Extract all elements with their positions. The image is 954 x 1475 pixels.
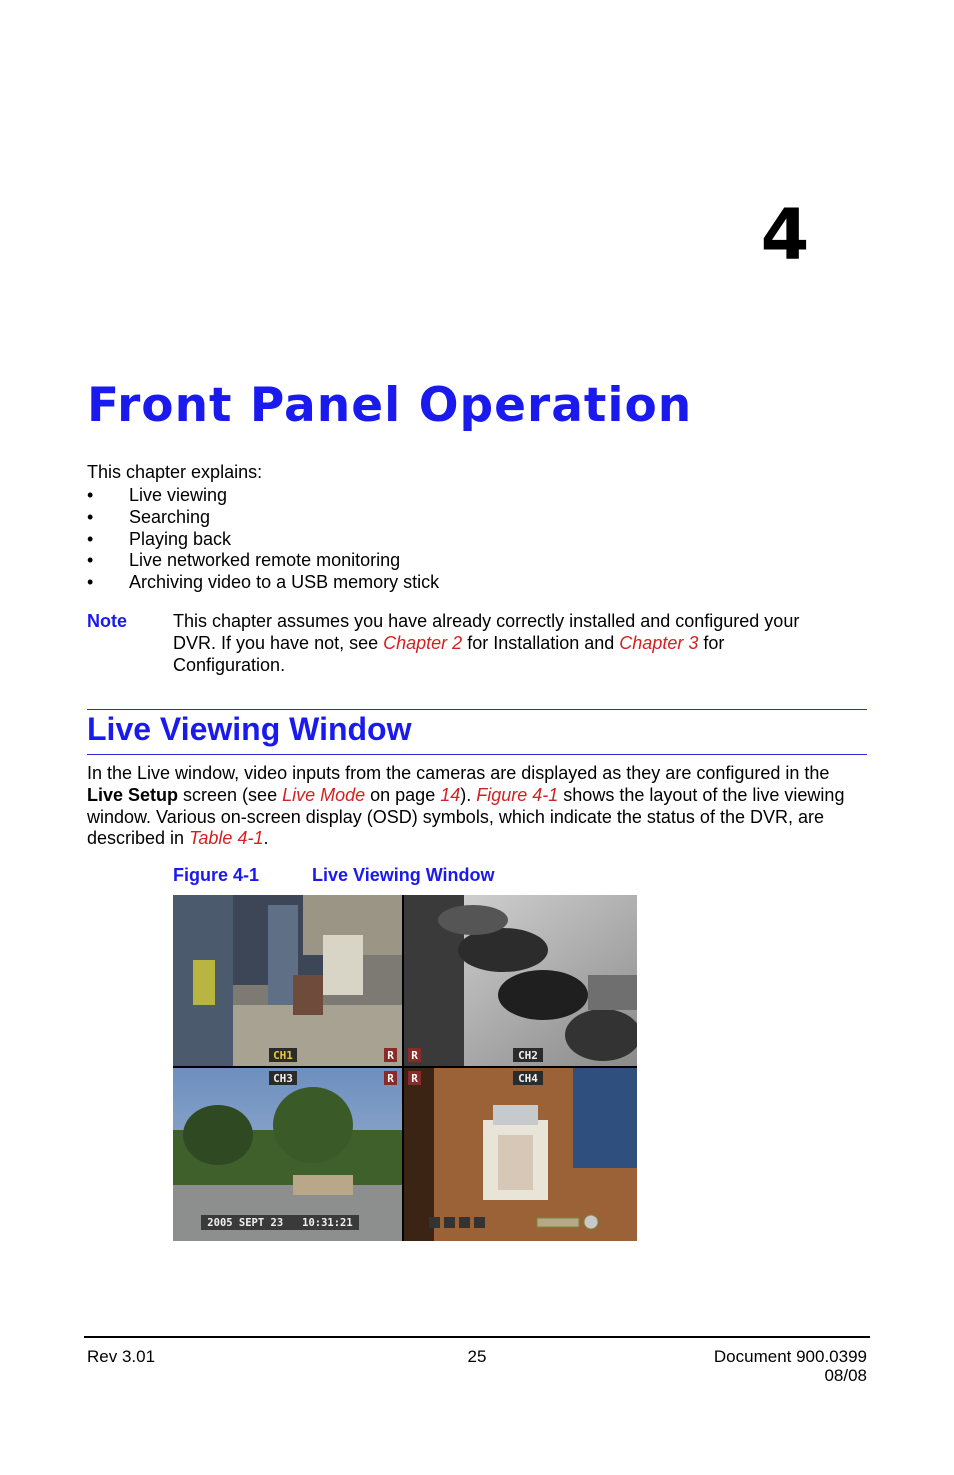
camera-grid — [173, 895, 637, 1241]
list-item-text: Archiving video to a USB memory stick — [129, 572, 440, 593]
live-viewing-screenshot — [173, 895, 637, 1241]
live-mode-link[interactable]: Live Mode — [282, 784, 366, 805]
status-icon — [474, 1217, 485, 1228]
record-marker: R — [411, 1049, 418, 1062]
camera-ch4-view — [404, 1068, 637, 1241]
paragraph-text: screen (see — [178, 784, 283, 805]
list-item-text: Playing back — [129, 528, 232, 549]
bullet: • — [87, 572, 94, 593]
note-text-part: for Configuration. — [173, 632, 725, 675]
ch2-label: CH2 — [518, 1049, 538, 1062]
bullet: • — [87, 550, 94, 571]
ch1-label: CH1 — [273, 1049, 293, 1062]
note-text — [173, 611, 833, 676]
section-rule-bottom — [87, 754, 867, 755]
paragraph-text: ). — [460, 784, 477, 805]
recycle-icon — [584, 1215, 598, 1229]
record-marker: R — [387, 1049, 394, 1062]
document-number: Document 900.0399 — [713, 1347, 867, 1366]
ch3-label: CH3 — [273, 1072, 293, 1085]
document-date: 08/08 — [824, 1366, 867, 1385]
chapter-2-link[interactable]: Chapter 2 — [383, 632, 463, 653]
paragraph-text: shows the layout of the live viewing window. Various on-screen display (OSD) symbols, which indicate the status of the DVR, are described in — [87, 784, 845, 849]
note-text-part: for Installation and — [462, 632, 620, 653]
page-14-link[interactable]: 14 — [440, 784, 461, 805]
record-marker: R — [387, 1072, 394, 1085]
footer-document — [714, 1347, 867, 1385]
bullet: • — [87, 506, 94, 527]
list-item — [87, 550, 439, 572]
footer-page-number: 25 — [467, 1347, 487, 1366]
topic-list — [87, 485, 439, 594]
status-icon — [444, 1217, 455, 1228]
intro-text: This chapter explains: — [87, 462, 263, 482]
list-item — [87, 529, 439, 551]
list-item-text: Searching — [129, 506, 211, 527]
section-title: Live Viewing Window — [87, 711, 412, 747]
timestamp: 2005 SEPT 23 10:31:21 — [207, 1217, 353, 1229]
note-label: Note — [87, 611, 127, 631]
paragraph-text: on page — [365, 784, 441, 805]
figure-label: Figure 4-1 — [173, 865, 260, 885]
hdd-usage-bar — [537, 1218, 579, 1227]
section-paragraph — [87, 763, 869, 850]
chapter-3-link[interactable]: Chapter 3 — [619, 632, 699, 653]
list-item — [87, 485, 439, 507]
ch4-label: CH4 — [518, 1072, 538, 1085]
chapter-title: Front Panel Operation — [87, 378, 693, 433]
table-4-1-link[interactable]: Table 4-1 — [189, 828, 264, 849]
record-marker: R — [411, 1072, 418, 1085]
list-item — [87, 507, 439, 529]
camera-ch2-view — [404, 895, 637, 1066]
figure-title: Live Viewing Window — [312, 865, 495, 885]
bullet: • — [87, 485, 94, 505]
list-item-text: Live viewing — [129, 485, 228, 505]
paragraph-bold: Live Setup — [87, 784, 179, 805]
figure-4-1-link[interactable]: Figure 4-1 — [476, 784, 559, 805]
chapter-number: 4 — [760, 194, 810, 276]
grid-divider — [173, 1066, 637, 1068]
note-text-part: This chapter assumes you have already correctly installed and configured your DVR. If you have not, see — [173, 611, 800, 653]
camera-ch1-view — [173, 895, 402, 1066]
status-icon — [459, 1217, 470, 1228]
bullet: • — [87, 528, 94, 549]
paragraph-text: . — [263, 828, 269, 849]
status-icon — [429, 1217, 440, 1228]
footer-revision: Rev 3.01 — [87, 1347, 156, 1366]
list-item-text: Live networked remote monitoring — [129, 550, 401, 571]
footer-rule — [84, 1336, 870, 1338]
list-item — [87, 572, 439, 594]
paragraph-text: In the Live window, video inputs from the cameras are displayed as they are configured in the — [87, 763, 830, 783]
